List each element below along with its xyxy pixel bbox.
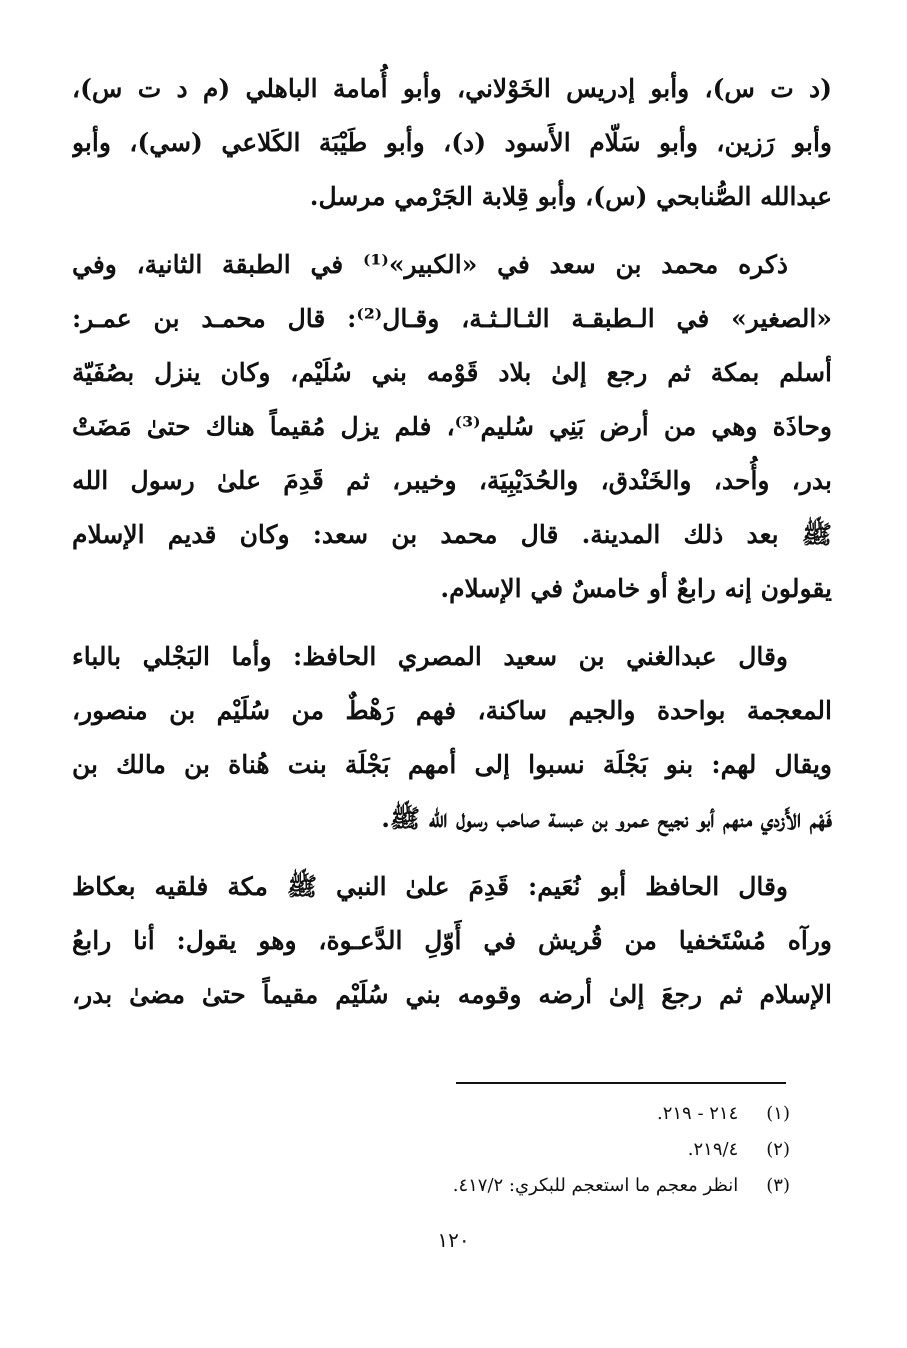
text-line: الإسلام ثم رجعَ إلىٰ أرضه وقومه بني سُلَيْم مقيماً حتىٰ مضىٰ بدر، — [72, 980, 832, 1009]
paragraph-ibn-saad — [72, 238, 832, 616]
text-line: أسلم بمكة ثم رجع إلىٰ بلاد قَوْمه بني سُلَيْم، وكان ينزل بصُفَيّة — [72, 358, 832, 387]
main-text — [72, 62, 832, 1022]
text-line: وقال عبدالغني بن سعيد المصري الحافظ: وأما البَجْلي بالباء — [72, 642, 788, 671]
paragraph-abu-nuaym — [72, 860, 832, 1022]
paragraph-narrators — [72, 62, 832, 224]
text-line: وأبو رَزين، وأبو سَلّام الأَسود (د)، وأبو طَيْبَة الكَلاعي (سي)، وأبو — [72, 128, 832, 157]
footnote-text: ٢١٩/٤. — [687, 1139, 739, 1160]
footnote-1 — [72, 1096, 790, 1132]
footnote-3 — [72, 1168, 790, 1204]
text-line: ورآه مُسْتَخفيا من قُريش في أَوّلِ الدَّعـوة، وهو يقول: أنا رابعُ — [72, 926, 832, 955]
text-line: ﷺ بعد ذلك المدينة. قال محمد بن سعد: وكان قديم الإسلام — [72, 520, 832, 549]
text-line: فَهْم الأَزدي منهم أبو نجيح عمرو بن عبسة صاحب رسول الله ﷺ. — [381, 804, 832, 833]
text-line: يقولون إنه رابعٌ أو خامسٌ في الإسلام. — [440, 574, 832, 603]
text-line: عبدالله الصُّنابحي (س)، وأبو قِلابة الجَرْمي مرسل. — [309, 182, 832, 211]
text-line: وحاذَة وهي من أرض بَنِي سُليم⁽³⁾، فلم يزل مُقيماً هناك حتىٰ مَضَتْ — [72, 412, 832, 441]
text-line: وقال الحافظ أبو نُعَيم: قَدِمَ علىٰ النبي ﷺ مكة فلقيه بعكاظ — [72, 872, 788, 901]
text-line: «الصغير» في الـطبقـة الثـالـثـة، وقـال⁽²⁾: قال محمـد بن عمـر: — [72, 304, 832, 333]
footnote-text: انظر معجم ما استعجم للبكري: ٤١٧/٢. — [452, 1175, 739, 1196]
text-line: (د ت س)، وأبو إدريس الخَوْلاني، وأبو أُمامة الباهلي (م د ت س)، — [72, 74, 832, 103]
text-line: ذكره محمد بن سعد في «الكبير»⁽¹⁾ في الطبقة الثانية، وفي — [72, 250, 788, 279]
text-line: بدر، وأُحد، والخَنْدق، والحُدَيْبِيَة، وخيبر، ثم قَدِمَ علىٰ رسول الله — [72, 466, 832, 495]
page-number: ١٢٠ — [437, 1228, 470, 1252]
footnote-text: ٢١٤ - ٢١٩. — [656, 1103, 739, 1124]
footnote-number: (٣) — [766, 1175, 790, 1196]
text-line: ويقال لهم: بنو بَجْلَة نسبوا إلى أمهم بَجْلَة بنت هُناة بن مالك بن — [72, 750, 832, 779]
footnote-number: (١) — [766, 1103, 790, 1124]
footnotes — [72, 1096, 790, 1204]
footnote-2 — [72, 1132, 790, 1168]
text-line: المعجمة بواحدة والجيم ساكنة، فهم رَهْطٌ من سُلَيْم بن منصور، — [72, 696, 832, 725]
footnote-number: (٢) — [766, 1139, 790, 1160]
paragraph-abdulghani — [72, 630, 832, 846]
footnote-separator — [456, 1082, 786, 1084]
